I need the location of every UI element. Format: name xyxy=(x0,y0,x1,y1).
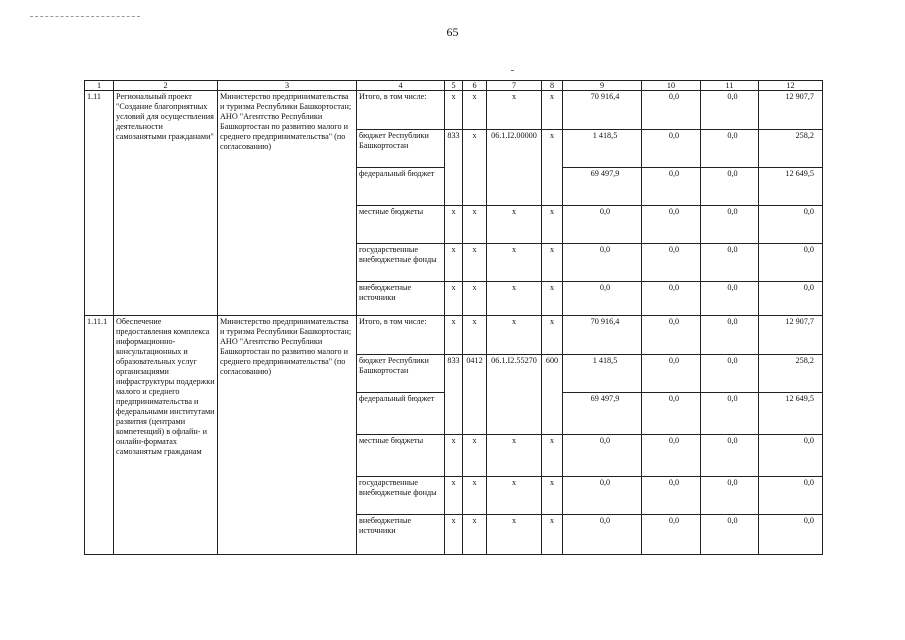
amount-cell: 0,0 xyxy=(701,168,759,206)
table-row xyxy=(85,91,823,130)
code-cell: x xyxy=(445,91,463,130)
measure-name: Региональный проект "Создание благоприятных условий для осуществления деятельности самозанятыми гражданами" xyxy=(114,91,218,316)
amount-cell: 0,0 xyxy=(642,477,701,515)
code-cell: x xyxy=(487,515,542,555)
amount-cell: 0,0 xyxy=(642,282,701,316)
code-cell: 600 xyxy=(542,355,563,435)
responsible-executor: Министерство предпринимательства и туризма Республики Башкортостан; АНО "Агентство Республики Башкортостан по развитию малого и среднего предпринимательства" (по согласованию) xyxy=(218,91,357,316)
code-cell: x xyxy=(445,316,463,355)
code-cell: x xyxy=(542,244,563,282)
funding-source: государственные внебюджетные фонды xyxy=(357,244,445,282)
amount-cell: 69 497,9 xyxy=(563,168,642,206)
amount-cell: 0,0 xyxy=(642,393,701,435)
amount-cell: 12 649,5 xyxy=(759,393,823,435)
column-header: 1 xyxy=(85,81,114,91)
column-header: 10 xyxy=(642,81,701,91)
column-header: 9 xyxy=(563,81,642,91)
amount-cell: 0,0 xyxy=(563,244,642,282)
code-cell: x xyxy=(542,282,563,316)
column-header: 4 xyxy=(357,81,445,91)
column-header: 11 xyxy=(701,81,759,91)
code-cell: x xyxy=(463,206,487,244)
amount-cell: 0,0 xyxy=(642,244,701,282)
column-header: 2 xyxy=(114,81,218,91)
amount-cell: 12 907,7 xyxy=(759,316,823,355)
amount-cell: 0,0 xyxy=(642,355,701,393)
column-header: 12 xyxy=(759,81,823,91)
code-cell: x xyxy=(487,244,542,282)
column-header: 6 xyxy=(463,81,487,91)
amount-cell: 69 497,9 xyxy=(563,393,642,435)
page-number: 65 xyxy=(446,25,459,39)
funding-source: местные бюджеты xyxy=(357,206,445,244)
code-cell: x xyxy=(463,91,487,130)
column-header: 5 xyxy=(445,81,463,91)
code-cell: x xyxy=(542,206,563,244)
code-cell: x xyxy=(542,91,563,130)
funding-source: бюджет Республики Башкортостан xyxy=(357,130,445,168)
code-cell: x xyxy=(542,435,563,477)
amount-cell: 12 907,7 xyxy=(759,91,823,130)
scan-speck xyxy=(511,70,514,71)
code-cell: x xyxy=(463,130,487,206)
amount-cell: 0,0 xyxy=(701,206,759,244)
code-cell: x xyxy=(542,477,563,515)
funding-source: Итого, в том числе: xyxy=(357,316,445,355)
code-cell: x xyxy=(487,477,542,515)
code-cell: 06.1.I2.00000 xyxy=(487,130,542,206)
amount-cell: 0,0 xyxy=(642,130,701,168)
amount-cell: 0,0 xyxy=(563,282,642,316)
code-cell: x xyxy=(463,244,487,282)
amount-cell: 1 418,5 xyxy=(563,355,642,393)
amount-cell: 0,0 xyxy=(759,206,823,244)
amount-cell: 258,2 xyxy=(759,355,823,393)
code-cell: x xyxy=(487,316,542,355)
amount-cell: 0,0 xyxy=(701,316,759,355)
amount-cell: 0,0 xyxy=(759,477,823,515)
amount-cell: 0,0 xyxy=(759,515,823,555)
row-number: 1.11 xyxy=(85,91,114,316)
column-number-row xyxy=(85,81,823,91)
amount-cell: 0,0 xyxy=(563,435,642,477)
amount-cell: 0,0 xyxy=(701,477,759,515)
code-cell: x xyxy=(463,477,487,515)
amount-cell: 0,0 xyxy=(759,282,823,316)
amount-cell: 0,0 xyxy=(642,435,701,477)
amount-cell: 0,0 xyxy=(701,435,759,477)
code-cell: x xyxy=(445,435,463,477)
amount-cell: 0,0 xyxy=(701,282,759,316)
funding-source: бюджет Республики Башкортостан xyxy=(357,355,445,393)
responsible-executor: Министерство предпринимательства и туризма Республики Башкортостан; АНО "Агентство Республики Башкортостан по развитию малого и среднего предпринимательства" (по согласованию) xyxy=(218,316,357,555)
amount-cell: 0,0 xyxy=(642,168,701,206)
funding-source: внебюджетные источники xyxy=(357,282,445,316)
funding-source: внебюджетные источники xyxy=(357,515,445,555)
code-cell: x xyxy=(487,435,542,477)
amount-cell: 0,0 xyxy=(759,244,823,282)
table-row xyxy=(85,316,823,355)
amount-cell: 12 649,5 xyxy=(759,168,823,206)
code-cell: x xyxy=(542,130,563,206)
amount-cell: 0,0 xyxy=(701,393,759,435)
code-cell: x xyxy=(542,515,563,555)
code-cell: x xyxy=(445,282,463,316)
code-cell: x xyxy=(463,316,487,355)
amount-cell: 0,0 xyxy=(642,316,701,355)
amount-cell: 0,0 xyxy=(701,355,759,393)
amount-cell: 0,0 xyxy=(563,206,642,244)
measure-name: Обеспечение предоставления комплекса информационно-консультационных и образовательных услуг организациями инфраструктуры поддержки малого и среднего предпринимательства и федеральными институтами развития (центрами компетенций) в офлайн- и онлайн-форматах самозанятым гражданам xyxy=(114,316,218,555)
amount-cell: 70 916,4 xyxy=(563,316,642,355)
code-cell: x xyxy=(445,477,463,515)
funding-source: местные бюджеты xyxy=(357,435,445,477)
amount-cell: 0,0 xyxy=(642,91,701,130)
funding-source: государственные внебюджетные фонды xyxy=(357,477,445,515)
code-cell: x xyxy=(542,316,563,355)
amount-cell: 0,0 xyxy=(642,515,701,555)
code-cell: 833 xyxy=(445,355,463,435)
code-cell: x xyxy=(487,282,542,316)
column-header: 7 xyxy=(487,81,542,91)
amount-cell: 258,2 xyxy=(759,130,823,168)
code-cell: 833 xyxy=(445,130,463,206)
column-header: 8 xyxy=(542,81,563,91)
code-cell: x xyxy=(487,206,542,244)
amount-cell: 0,0 xyxy=(642,206,701,244)
amount-cell: 1 418,5 xyxy=(563,130,642,168)
column-header: 3 xyxy=(218,81,357,91)
code-cell: x xyxy=(445,206,463,244)
amount-cell: 0,0 xyxy=(563,515,642,555)
code-cell: x xyxy=(463,282,487,316)
scan-artifact-line xyxy=(30,16,140,19)
row-number: 1.11.1 xyxy=(85,316,114,555)
code-cell: x xyxy=(463,435,487,477)
funding-source: федеральный бюджет xyxy=(357,168,445,206)
amount-cell: 0,0 xyxy=(701,130,759,168)
funding-source: Итого, в том числе: xyxy=(357,91,445,130)
amount-cell: 70 916,4 xyxy=(563,91,642,130)
amount-cell: 0,0 xyxy=(759,435,823,477)
amount-cell: 0,0 xyxy=(701,244,759,282)
amount-cell: 0,0 xyxy=(701,515,759,555)
code-cell: x xyxy=(487,91,542,130)
code-cell: 06.1.I2.55270 xyxy=(487,355,542,435)
amount-cell: 0,0 xyxy=(701,91,759,130)
budget-table xyxy=(84,80,823,555)
code-cell: x xyxy=(445,515,463,555)
code-cell: x xyxy=(463,515,487,555)
funding-source: федеральный бюджет xyxy=(357,393,445,435)
code-cell: x xyxy=(445,244,463,282)
amount-cell: 0,0 xyxy=(563,477,642,515)
code-cell: 0412 xyxy=(463,355,487,435)
